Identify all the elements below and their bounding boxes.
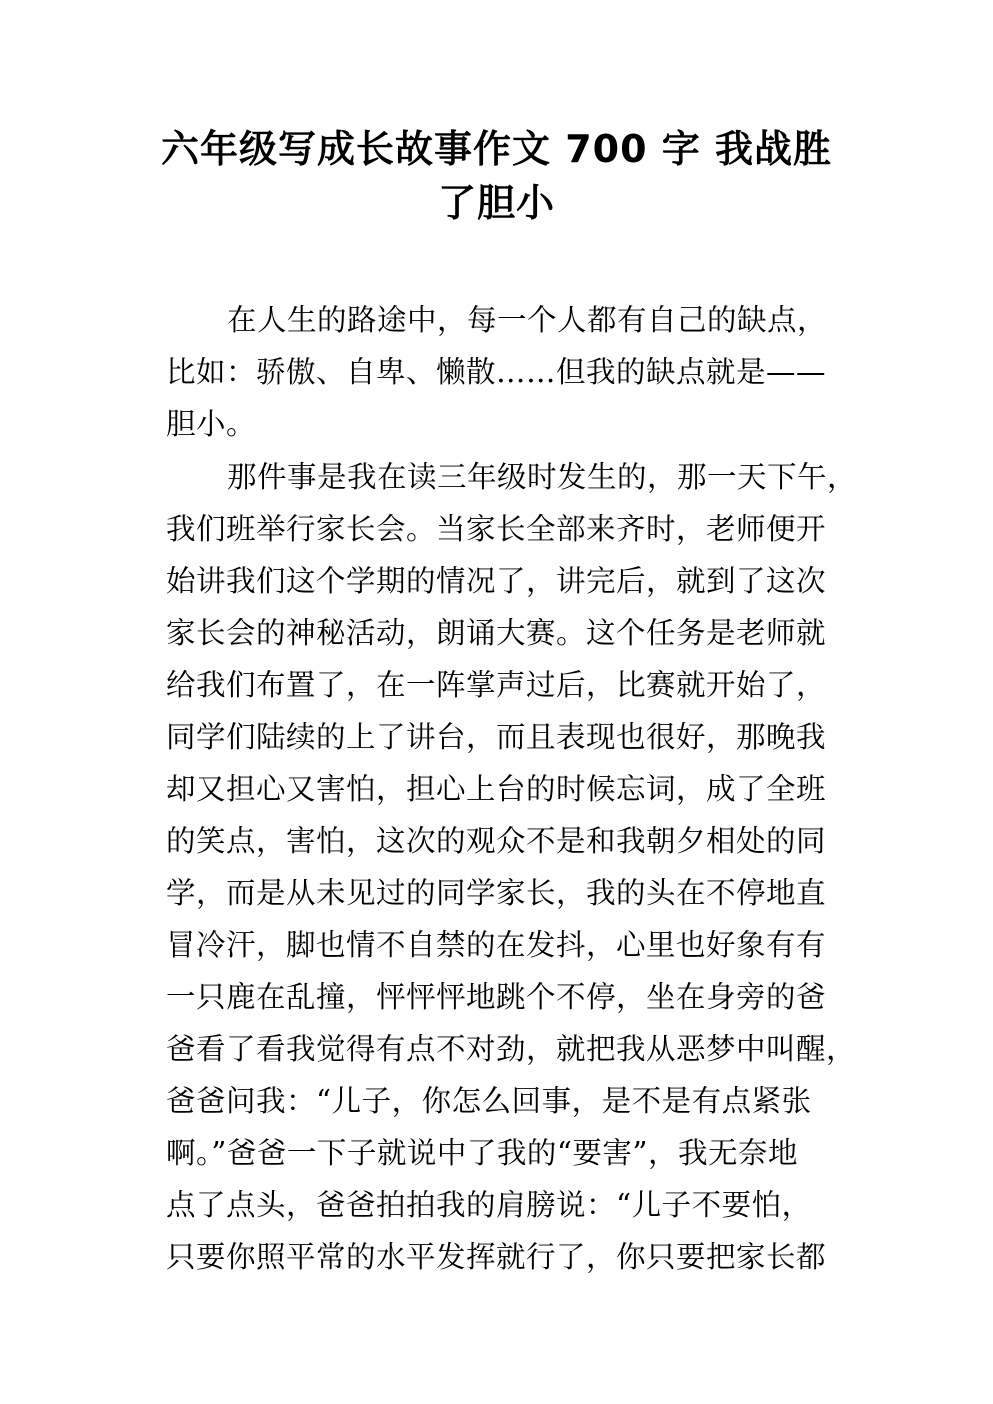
paragraph-2-line: 同学们陆续的上了讲台，而且表现也很好，那晚我 bbox=[166, 720, 827, 754]
paragraph-2-line: 冒冷汗，脚也情不自禁的在发抖，心里也好象有有 bbox=[166, 928, 827, 962]
paragraph-2-line: 学，而是从未见过的同学家长，我的头在不停地直 bbox=[166, 876, 827, 910]
paragraph-2-line: 始讲我们这个学期的情况了，讲完后，就到了这次 bbox=[166, 564, 827, 598]
paragraph-1-line: 比如：骄傲、自卑、懒散……但我的缺点就是—— bbox=[166, 355, 827, 389]
paragraph-2-line: 点了点头，爸爸拍拍我的肩膀说：“儿子不要怕， bbox=[166, 1188, 812, 1222]
paragraph-2-line: 那件事是我在读三年级时发生的，那一天下午， bbox=[227, 460, 858, 494]
paragraph-2-line: 的笑点，害怕，这次的观众不是和我朝夕相处的同 bbox=[166, 824, 827, 858]
title-line-1: 六年级写成长故事作文 700 字 我战胜 bbox=[160, 127, 832, 171]
paragraph-2-line: 给我们布置了，在一阵掌声过后，比赛就开始了， bbox=[166, 668, 827, 702]
paragraph-2-line: 家长会的神秘活动，朗诵大赛。这个任务是老师就 bbox=[166, 616, 827, 650]
paragraph-2-line: 爸爸问我：“儿子，你怎么回事，是不是有点紧张 bbox=[166, 1084, 812, 1118]
paragraph-2-line: 只要你照平常的水平发挥就行了，你只要把家长都 bbox=[166, 1240, 827, 1274]
paragraph-2-line: 却又担心又害怕，担心上台的时候忘词，成了全班 bbox=[166, 772, 827, 806]
paragraph-1-line: 在人生的路途中，每一个人都有自己的缺点， bbox=[227, 303, 828, 337]
document-title bbox=[150, 122, 843, 230]
paragraph-2-line: 啊。”爸爸一下子就说中了我的“要害”，我无奈地 bbox=[166, 1136, 798, 1170]
paragraph-2-line: 一只鹿在乱撞，怦怦怦地跳个不停，坐在身旁的爸 bbox=[166, 980, 827, 1014]
paragraph-2-line: 爸看了看我觉得有点不对劲，就把我从恶梦中叫醒， bbox=[166, 1032, 857, 1066]
title-line-2: 了胆小 bbox=[437, 181, 555, 225]
paragraph-1-line: 胆小。 bbox=[166, 407, 257, 441]
paragraph-2-line: 我们班举行家长会。当家长全部来齐时，老师便开 bbox=[166, 512, 827, 546]
